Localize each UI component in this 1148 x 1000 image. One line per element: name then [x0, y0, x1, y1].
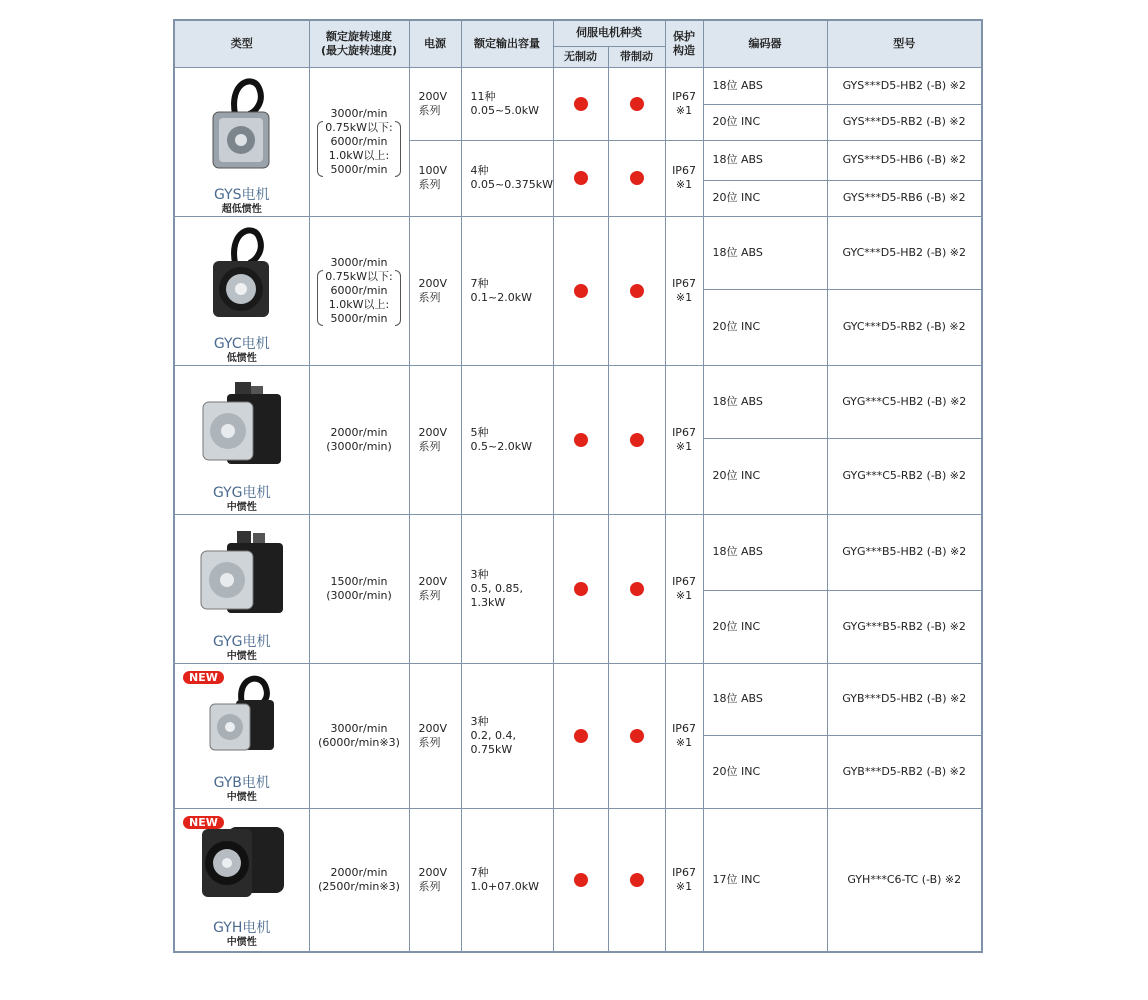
- encoder-cell: 20位 INC: [703, 180, 827, 216]
- power-cell: 200V 系列: [409, 514, 461, 663]
- capacity-cell: 7种 0.1~2.0kW: [461, 216, 553, 365]
- speed-line: 2000r/min: [330, 865, 388, 879]
- speed-paren: [317, 121, 400, 177]
- motor-image: [175, 223, 309, 335]
- motor-name: GYG电机: [212, 633, 271, 650]
- header-no-brake: 无制动: [553, 46, 608, 67]
- header-with-brake: 带制动: [608, 46, 665, 67]
- no-brake-cell: [553, 67, 608, 140]
- encoder-cell: 18位 ABS: [703, 514, 827, 590]
- speed-cell: [309, 365, 409, 514]
- encoder-cell: 20位 INC: [703, 290, 827, 365]
- motor-inertia: 中惯性: [226, 501, 257, 513]
- new-badge: NEW: [183, 671, 224, 684]
- model-cell: GYH***C6-TC (-B) ※2: [827, 808, 982, 952]
- no-brake-cell: [553, 663, 608, 808]
- power-cell: 200V 系列: [409, 663, 461, 808]
- speed-paren-line: 6000r/min: [330, 134, 388, 148]
- capacity-cell: 5种 0.5~2.0kW: [461, 365, 553, 514]
- motor-inertia: 超低惯性: [221, 203, 262, 215]
- header-capacity: 额定输出容量: [461, 20, 553, 67]
- motor-name: GYH电机: [213, 919, 271, 936]
- speed-cell: [309, 808, 409, 952]
- speed-line: 3000r/min: [330, 255, 388, 269]
- encoder-cell: 20位 INC: [703, 439, 827, 514]
- protect-cell: IP67 ※1: [665, 365, 703, 514]
- encoder-cell: 18位 ABS: [703, 663, 827, 735]
- available-dot-icon: [574, 582, 588, 596]
- no-brake-cell: [553, 216, 608, 365]
- no-brake-cell: [553, 514, 608, 663]
- available-dot-icon: [630, 729, 644, 743]
- protect-cell: IP67 ※1: [665, 67, 703, 140]
- header-servo-types: 伺服电机种类: [553, 20, 665, 46]
- motor-image: [175, 521, 309, 633]
- table-row: [174, 67, 982, 104]
- model-cell: GYS***D5-RB6 (-B) ※2: [827, 180, 982, 216]
- encoder-cell: 20位 INC: [703, 735, 827, 808]
- speed-paren-line: 1.0kW以上:: [328, 148, 390, 162]
- speed-cell: [309, 663, 409, 808]
- speed-line: (3000r/min): [326, 439, 392, 453]
- motor-type-cell: [174, 216, 309, 365]
- protect-cell: IP67 ※1: [665, 808, 703, 952]
- capacity-cell: 3种 0.5, 0.85, 1.3kW: [461, 514, 553, 663]
- motor-inertia: 中惯性: [226, 650, 257, 662]
- with-brake-cell: [608, 67, 665, 140]
- with-brake-cell: [608, 808, 665, 952]
- available-dot-icon: [630, 97, 644, 111]
- motor-inertia: 中惯性: [226, 936, 257, 948]
- motor-image: [175, 372, 309, 484]
- model-cell: GYG***B5-RB2 (-B) ※2: [827, 590, 982, 663]
- available-dot-icon: [574, 433, 588, 447]
- header-protect: 保护 构造: [665, 20, 703, 67]
- speed-cell: [309, 216, 409, 365]
- encoder-cell: 20位 INC: [703, 590, 827, 663]
- available-dot-icon: [630, 582, 644, 596]
- speed-paren-line: 0.75kW以下:: [325, 120, 393, 134]
- capacity-cell: 7种 1.0+07.0kW: [461, 808, 553, 952]
- model-cell: GYB***D5-RB2 (-B) ※2: [827, 735, 982, 808]
- available-dot-icon: [574, 97, 588, 111]
- power-cell: 200V 系列: [409, 365, 461, 514]
- motor-name: GYS电机: [213, 186, 270, 203]
- protect-cell: IP67 ※1: [665, 216, 703, 365]
- model-cell: GYC***D5-HB2 (-B) ※2: [827, 216, 982, 290]
- motor-name: GYB电机: [213, 774, 270, 791]
- header-type: 类型: [174, 20, 309, 67]
- power-cell: 200V 系列: [409, 808, 461, 952]
- header-row: [174, 20, 982, 46]
- available-dot-icon: [630, 284, 644, 298]
- motor-name: GYC电机: [213, 335, 270, 352]
- table-row: [174, 514, 982, 590]
- speed-line: 1500r/min: [330, 574, 388, 588]
- table-row: [174, 663, 982, 735]
- encoder-cell: 20位 INC: [703, 104, 827, 140]
- available-dot-icon: [574, 873, 588, 887]
- table-row: [174, 808, 982, 952]
- header-power: 电源: [409, 20, 461, 67]
- available-dot-icon: [574, 284, 588, 298]
- speed-paren-line: 5000r/min: [330, 162, 388, 176]
- model-cell: GYG***C5-RB2 (-B) ※2: [827, 439, 982, 514]
- motor-type-cell: [174, 365, 309, 514]
- model-cell: GYS***D5-HB6 (-B) ※2: [827, 140, 982, 180]
- motor-type-cell: [174, 663, 309, 808]
- motor-image: [175, 815, 309, 919]
- encoder-cell: 18位 ABS: [703, 140, 827, 180]
- model-cell: GYC***D5-RB2 (-B) ※2: [827, 290, 982, 365]
- speed-paren-line: 6000r/min: [330, 283, 388, 297]
- capacity-cell: 3种 0.2, 0.4, 0.75kW: [461, 663, 553, 808]
- model-cell: GYG***B5-HB2 (-B) ※2: [827, 514, 982, 590]
- encoder-cell: 18位 ABS: [703, 216, 827, 290]
- table-row: [174, 216, 982, 290]
- spec-table: [173, 19, 983, 953]
- speed-line: (6000r/min※3): [318, 735, 400, 749]
- speed-paren: [317, 270, 400, 326]
- speed-line: 3000r/min: [330, 721, 388, 735]
- new-badge: NEW: [183, 816, 224, 829]
- motor-type-cell: [174, 808, 309, 952]
- with-brake-cell: [608, 514, 665, 663]
- with-brake-cell: [608, 365, 665, 514]
- with-brake-cell: [608, 216, 665, 365]
- protect-cell: IP67 ※1: [665, 140, 703, 216]
- speed-cell: [309, 514, 409, 663]
- table-row: [174, 365, 982, 439]
- motor-type-cell: [174, 67, 309, 216]
- speed-paren-line: 0.75kW以下:: [325, 269, 393, 283]
- no-brake-cell: [553, 140, 608, 216]
- header-encoder: 编码器: [703, 20, 827, 67]
- speed-cell: [309, 67, 409, 216]
- power-cell: 200V 系列: [409, 67, 461, 140]
- with-brake-cell: [608, 663, 665, 808]
- protect-cell: IP67 ※1: [665, 663, 703, 808]
- encoder-cell: 18位 ABS: [703, 67, 827, 104]
- with-brake-cell: [608, 140, 665, 216]
- available-dot-icon: [630, 433, 644, 447]
- available-dot-icon: [630, 171, 644, 185]
- power-cell: 100V 系列: [409, 140, 461, 216]
- speed-paren-line: 1.0kW以上:: [328, 297, 390, 311]
- speed-paren-line: 5000r/min: [330, 311, 388, 325]
- speed-line: (3000r/min): [326, 588, 392, 602]
- motor-image: [175, 670, 309, 774]
- no-brake-cell: [553, 808, 608, 952]
- available-dot-icon: [574, 729, 588, 743]
- table-body: [174, 67, 982, 952]
- encoder-cell: 17位 INC: [703, 808, 827, 952]
- motor-inertia: 低惯性: [226, 352, 257, 364]
- encoder-cell: 18位 ABS: [703, 365, 827, 439]
- motor-inertia: 中惯性: [226, 791, 257, 803]
- motor-name: GYG电机: [212, 484, 271, 501]
- speed-line: (2500r/min※3): [318, 879, 400, 893]
- capacity-cell: 11种 0.05~5.0kW: [461, 67, 553, 140]
- speed-line: 2000r/min: [330, 425, 388, 439]
- model-cell: GYG***C5-HB2 (-B) ※2: [827, 365, 982, 439]
- no-brake-cell: [553, 365, 608, 514]
- model-cell: GYS***D5-RB2 (-B) ※2: [827, 104, 982, 140]
- available-dot-icon: [574, 171, 588, 185]
- model-cell: GYB***D5-HB2 (-B) ※2: [827, 663, 982, 735]
- motor-image: [175, 74, 309, 186]
- model-cell: GYS***D5-HB2 (-B) ※2: [827, 67, 982, 104]
- motor-type-cell: [174, 514, 309, 663]
- speed-line: 3000r/min: [330, 106, 388, 120]
- protect-cell: IP67 ※1: [665, 514, 703, 663]
- header-model: 型号: [827, 20, 982, 67]
- available-dot-icon: [630, 873, 644, 887]
- capacity-cell: 4种 0.05~0.375kW: [461, 140, 553, 216]
- power-cell: 200V 系列: [409, 216, 461, 365]
- header-speed: 额定旋转速度 (最大旋转速度): [309, 20, 409, 67]
